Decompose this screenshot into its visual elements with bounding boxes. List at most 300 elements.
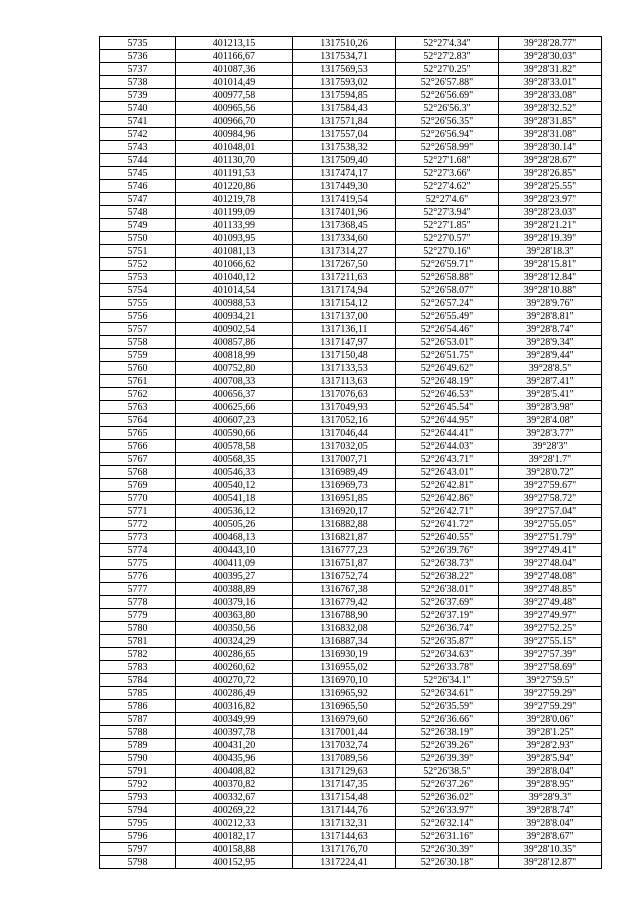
table-row [100,648,602,661]
y-coordinate-cell: 1317049,93 [293,401,396,414]
x-coordinate-cell: 401014,54 [176,284,293,297]
y-coordinate-cell: 1317129,63 [293,765,396,778]
table-row [100,531,602,544]
x-coordinate-cell: 400270,72 [176,674,293,687]
table-row [100,193,602,206]
x-coordinate-cell: 400388,89 [176,583,293,596]
table-row [100,362,602,375]
latitude-cell: 52°26'35.87" [396,635,499,648]
longitude-cell: 39°28'4.08" [499,414,602,427]
point-number-cell: 5764 [100,414,176,427]
latitude-cell: 52°27'4.62" [396,180,499,193]
table-row [100,375,602,388]
y-coordinate-cell: 1317449,30 [293,180,396,193]
y-coordinate-cell: 1317133,53 [293,362,396,375]
longitude-cell: 39°28'7.41" [499,375,602,388]
longitude-cell: 39°27'51.79" [499,531,602,544]
table-row [100,583,602,596]
table-row [100,817,602,830]
point-number-cell: 5766 [100,440,176,453]
x-coordinate-cell: 400902,54 [176,323,293,336]
table-body [100,37,602,869]
y-coordinate-cell: 1317510,26 [293,37,396,50]
x-coordinate-cell: 400934,21 [176,310,293,323]
x-coordinate-cell: 400541,18 [176,492,293,505]
x-coordinate-cell: 400988,53 [176,297,293,310]
latitude-cell: 52°26'30.18" [396,856,499,869]
longitude-cell: 39°27'48.85" [499,583,602,596]
point-number-cell: 5742 [100,128,176,141]
x-coordinate-cell: 400397,78 [176,726,293,739]
table-row [100,492,602,505]
y-coordinate-cell: 1317174,94 [293,284,396,297]
point-number-cell: 5773 [100,531,176,544]
table-row [100,115,602,128]
table-row [100,271,602,284]
x-coordinate-cell: 401014,49 [176,76,293,89]
point-number-cell: 5739 [100,89,176,102]
table-row [100,674,602,687]
x-coordinate-cell: 400411,09 [176,557,293,570]
x-coordinate-cell: 401066,62 [176,258,293,271]
point-number-cell: 5750 [100,232,176,245]
latitude-cell: 52°27'4.6" [396,193,499,206]
point-number-cell: 5787 [100,713,176,726]
latitude-cell: 52°26'37.69" [396,596,499,609]
y-coordinate-cell: 1316965,92 [293,687,396,700]
latitude-cell: 52°26'34.61" [396,687,499,700]
point-number-cell: 5738 [100,76,176,89]
x-coordinate-cell: 400349,99 [176,713,293,726]
point-number-cell: 5745 [100,167,176,180]
x-coordinate-cell: 401048,01 [176,141,293,154]
point-number-cell: 5752 [100,258,176,271]
y-coordinate-cell: 1317593,02 [293,76,396,89]
latitude-cell: 52°26'33.78" [396,661,499,674]
longitude-cell: 39°28'33.01" [499,76,602,89]
table-row [100,167,602,180]
x-coordinate-cell: 400966,70 [176,115,293,128]
x-coordinate-cell: 401087,36 [176,63,293,76]
longitude-cell: 39°28'32.52" [499,102,602,115]
x-coordinate-cell: 400212,33 [176,817,293,830]
longitude-cell: 39°27'57.39" [499,648,602,661]
y-coordinate-cell: 1317334,60 [293,232,396,245]
point-number-cell: 5777 [100,583,176,596]
point-number-cell: 5740 [100,102,176,115]
y-coordinate-cell: 1316989,49 [293,466,396,479]
table-row [100,50,602,63]
point-number-cell: 5768 [100,466,176,479]
longitude-cell: 39°28'0.72" [499,466,602,479]
latitude-cell: 52°26'41.72" [396,518,499,531]
longitude-cell: 39°27'48.04" [499,557,602,570]
point-number-cell: 5753 [100,271,176,284]
table-row [100,791,602,804]
table-row [100,336,602,349]
table-row [100,661,602,674]
longitude-cell: 39°27'49.97" [499,609,602,622]
y-coordinate-cell: 1316832,08 [293,622,396,635]
x-coordinate-cell: 400332,67 [176,791,293,804]
y-coordinate-cell: 1316887,34 [293,635,396,648]
table-row [100,622,602,635]
y-coordinate-cell: 1317032,74 [293,739,396,752]
longitude-cell: 39°28'12.84" [499,271,602,284]
table-row [100,804,602,817]
table-row [100,843,602,856]
latitude-cell: 52°26'46.53" [396,388,499,401]
x-coordinate-cell: 401199,09 [176,206,293,219]
coordinates-table [99,36,602,869]
x-coordinate-cell: 400443,10 [176,544,293,557]
longitude-cell: 39°28'9.3" [499,791,602,804]
longitude-cell: 39°28'31.85" [499,115,602,128]
table-row [100,544,602,557]
latitude-cell: 52°26'33.97" [396,804,499,817]
y-coordinate-cell: 1317032,05 [293,440,396,453]
longitude-cell: 39°28'15.81" [499,258,602,271]
longitude-cell: 39°28'10.88" [499,284,602,297]
table-row [100,427,602,440]
longitude-cell: 39°28'18.3" [499,245,602,258]
point-number-cell: 5781 [100,635,176,648]
longitude-cell: 39°27'58.72" [499,492,602,505]
point-number-cell: 5757 [100,323,176,336]
table-row [100,245,602,258]
x-coordinate-cell: 400505,26 [176,518,293,531]
x-coordinate-cell: 400260,62 [176,661,293,674]
x-coordinate-cell: 400158,88 [176,843,293,856]
latitude-cell: 52°26'57.88" [396,76,499,89]
x-coordinate-cell: 400286,49 [176,687,293,700]
table-row [100,284,602,297]
point-number-cell: 5778 [100,596,176,609]
longitude-cell: 39°28'12.87" [499,856,602,869]
x-coordinate-cell: 400536,12 [176,505,293,518]
x-coordinate-cell: 401040,12 [176,271,293,284]
latitude-cell: 52°26'32.14" [396,817,499,830]
y-coordinate-cell: 1316970,10 [293,674,396,687]
x-coordinate-cell: 400540,12 [176,479,293,492]
y-coordinate-cell: 1316751,87 [293,557,396,570]
longitude-cell: 39°27'49.41" [499,544,602,557]
longitude-cell: 39°28'25.55" [499,180,602,193]
table-row [100,856,602,869]
latitude-cell: 52°26'56.3" [396,102,499,115]
point-number-cell: 5756 [100,310,176,323]
longitude-cell: 39°27'52.25" [499,622,602,635]
x-coordinate-cell: 400625,66 [176,401,293,414]
latitude-cell: 52°26'36.66" [396,713,499,726]
longitude-cell: 39°27'57.04" [499,505,602,518]
table-row [100,63,602,76]
x-coordinate-cell: 400590,66 [176,427,293,440]
x-coordinate-cell: 400379,16 [176,596,293,609]
y-coordinate-cell: 1317136,11 [293,323,396,336]
y-coordinate-cell: 1316788,90 [293,609,396,622]
y-coordinate-cell: 1317401,96 [293,206,396,219]
latitude-cell: 52°26'34.1" [396,674,499,687]
y-coordinate-cell: 1316920,17 [293,505,396,518]
point-number-cell: 5774 [100,544,176,557]
y-coordinate-cell: 1317137,00 [293,310,396,323]
y-coordinate-cell: 1317076,63 [293,388,396,401]
longitude-cell: 39°28'8.74" [499,804,602,817]
latitude-cell: 52°26'54.46" [396,323,499,336]
y-coordinate-cell: 1317144,76 [293,804,396,817]
y-coordinate-cell: 1316779,42 [293,596,396,609]
longitude-cell: 39°28'28.67" [499,154,602,167]
point-number-cell: 5755 [100,297,176,310]
point-number-cell: 5784 [100,674,176,687]
point-number-cell: 5769 [100,479,176,492]
table-row [100,297,602,310]
y-coordinate-cell: 1316979,60 [293,713,396,726]
x-coordinate-cell: 400431,20 [176,739,293,752]
x-coordinate-cell: 400607,23 [176,414,293,427]
latitude-cell: 52°26'37.26" [396,778,499,791]
x-coordinate-cell: 401093,95 [176,232,293,245]
point-number-cell: 5791 [100,765,176,778]
latitude-cell: 52°26'56.69" [396,89,499,102]
table-row [100,401,602,414]
latitude-cell: 52°26'39.39" [396,752,499,765]
y-coordinate-cell: 1317150,48 [293,349,396,362]
point-number-cell: 5792 [100,778,176,791]
point-number-cell: 5770 [100,492,176,505]
x-coordinate-cell: 401219,78 [176,193,293,206]
point-number-cell: 5786 [100,700,176,713]
x-coordinate-cell: 400965,56 [176,102,293,115]
y-coordinate-cell: 1317147,97 [293,336,396,349]
table-row [100,609,602,622]
latitude-cell: 52°26'49.62" [396,362,499,375]
x-coordinate-cell: 400350,56 [176,622,293,635]
point-number-cell: 5758 [100,336,176,349]
point-number-cell: 5779 [100,609,176,622]
y-coordinate-cell: 1317584,43 [293,102,396,115]
point-number-cell: 5741 [100,115,176,128]
table-row [100,726,602,739]
latitude-cell: 52°26'57.24" [396,297,499,310]
longitude-cell: 39°27'59.67" [499,479,602,492]
y-coordinate-cell: 1317154,12 [293,297,396,310]
point-number-cell: 5760 [100,362,176,375]
point-number-cell: 5783 [100,661,176,674]
latitude-cell: 52°26'39.26" [396,739,499,752]
latitude-cell: 52°26'35.59" [396,700,499,713]
longitude-cell: 39°28'21.21" [499,219,602,232]
latitude-cell: 52°26'42.71" [396,505,499,518]
table-row [100,232,602,245]
latitude-cell: 52°26'42.86" [396,492,499,505]
longitude-cell: 39°28'19.39" [499,232,602,245]
latitude-cell: 52°26'39.76" [396,544,499,557]
y-coordinate-cell: 1316955,02 [293,661,396,674]
y-coordinate-cell: 1317154,48 [293,791,396,804]
longitude-cell: 39°27'55.15" [499,635,602,648]
table-row [100,479,602,492]
point-number-cell: 5762 [100,388,176,401]
longitude-cell: 39°28'8.81" [499,310,602,323]
latitude-cell: 52°26'34.63" [396,648,499,661]
longitude-cell: 39°28'8.04" [499,817,602,830]
x-coordinate-cell: 400363,80 [176,609,293,622]
point-number-cell: 5737 [100,63,176,76]
point-number-cell: 5797 [100,843,176,856]
y-coordinate-cell: 1317211,63 [293,271,396,284]
table-row [100,596,602,609]
x-coordinate-cell: 400152,95 [176,856,293,869]
longitude-cell: 39°27'55.05" [499,518,602,531]
latitude-cell: 52°26'48.19" [396,375,499,388]
point-number-cell: 5744 [100,154,176,167]
longitude-cell: 39°28'9.76" [499,297,602,310]
longitude-cell: 39°27'59.29" [499,700,602,713]
table-row [100,128,602,141]
table-row [100,141,602,154]
point-number-cell: 5785 [100,687,176,700]
longitude-cell: 39°28'3" [499,440,602,453]
y-coordinate-cell: 1317144,63 [293,830,396,843]
x-coordinate-cell: 400269,22 [176,804,293,817]
longitude-cell: 39°28'8.95" [499,778,602,791]
x-coordinate-cell: 400818,99 [176,349,293,362]
longitude-cell: 39°28'2.93" [499,739,602,752]
longitude-cell: 39°28'23.03" [499,206,602,219]
x-coordinate-cell: 400546,33 [176,466,293,479]
table-row [100,635,602,648]
latitude-cell: 52°26'43.71" [396,453,499,466]
longitude-cell: 39°28'0.06" [499,713,602,726]
longitude-cell: 39°28'23.97" [499,193,602,206]
table-row [100,505,602,518]
latitude-cell: 52°26'37.19" [396,609,499,622]
y-coordinate-cell: 1316951,85 [293,492,396,505]
x-coordinate-cell: 400182,17 [176,830,293,843]
point-number-cell: 5743 [100,141,176,154]
latitude-cell: 52°26'45.54" [396,401,499,414]
x-coordinate-cell: 400286,65 [176,648,293,661]
point-number-cell: 5759 [100,349,176,362]
y-coordinate-cell: 1317267,50 [293,258,396,271]
point-number-cell: 5767 [100,453,176,466]
x-coordinate-cell: 401166,67 [176,50,293,63]
table-row [100,830,602,843]
table-row [100,765,602,778]
table-row [100,557,602,570]
table-row [100,570,602,583]
table-row [100,37,602,50]
point-number-cell: 5748 [100,206,176,219]
y-coordinate-cell: 1316930,19 [293,648,396,661]
y-coordinate-cell: 1316821,87 [293,531,396,544]
latitude-cell: 52°26'36.74" [396,622,499,635]
longitude-cell: 39°28'8.04" [499,765,602,778]
latitude-cell: 52°26'59.71" [396,258,499,271]
y-coordinate-cell: 1316882,88 [293,518,396,531]
table-row [100,687,602,700]
x-coordinate-cell: 400395,27 [176,570,293,583]
latitude-cell: 52°26'40.55" [396,531,499,544]
longitude-cell: 39°28'28.77" [499,37,602,50]
table-row [100,518,602,531]
y-coordinate-cell: 1317509,40 [293,154,396,167]
y-coordinate-cell: 1316965,50 [293,700,396,713]
y-coordinate-cell: 1317089,56 [293,752,396,765]
x-coordinate-cell: 400370,82 [176,778,293,791]
y-coordinate-cell: 1316767,38 [293,583,396,596]
point-number-cell: 5735 [100,37,176,50]
x-coordinate-cell: 401133,99 [176,219,293,232]
latitude-cell: 52°27'1.85" [396,219,499,232]
longitude-cell: 39°28'8.74" [499,323,602,336]
y-coordinate-cell: 1317001,44 [293,726,396,739]
latitude-cell: 52°26'30.39" [396,843,499,856]
latitude-cell: 52°26'36.02" [396,791,499,804]
y-coordinate-cell: 1317368,45 [293,219,396,232]
point-number-cell: 5763 [100,401,176,414]
point-number-cell: 5775 [100,557,176,570]
y-coordinate-cell: 1317224,41 [293,856,396,869]
x-coordinate-cell: 401220,86 [176,180,293,193]
longitude-cell: 39°28'1.7" [499,453,602,466]
table-row [100,453,602,466]
longitude-cell: 39°28'26.85" [499,167,602,180]
point-number-cell: 5782 [100,648,176,661]
longitude-cell: 39°28'3.77" [499,427,602,440]
point-number-cell: 5780 [100,622,176,635]
point-number-cell: 5796 [100,830,176,843]
latitude-cell: 52°26'58.07" [396,284,499,297]
longitude-cell: 39°28'9.44" [499,349,602,362]
x-coordinate-cell: 400468,13 [176,531,293,544]
latitude-cell: 52°27'0.16" [396,245,499,258]
longitude-cell: 39°28'10.35" [499,843,602,856]
latitude-cell: 52°26'38.5" [396,765,499,778]
x-coordinate-cell: 401213,15 [176,37,293,50]
x-coordinate-cell: 400857,86 [176,336,293,349]
longitude-cell: 39°28'30.03" [499,50,602,63]
longitude-cell: 39°28'31.82" [499,63,602,76]
y-coordinate-cell: 1317052,16 [293,414,396,427]
longitude-cell: 39°27'59.5" [499,674,602,687]
table-row [100,739,602,752]
point-number-cell: 5790 [100,752,176,765]
latitude-cell: 52°26'44.95" [396,414,499,427]
x-coordinate-cell: 400408,82 [176,765,293,778]
point-number-cell: 5795 [100,817,176,830]
table-row [100,700,602,713]
table-row [100,466,602,479]
point-number-cell: 5736 [100,50,176,63]
y-coordinate-cell: 1317113,63 [293,375,396,388]
table-row [100,349,602,362]
table-row [100,310,602,323]
longitude-cell: 39°28'5.94" [499,752,602,765]
x-coordinate-cell: 401191,53 [176,167,293,180]
point-number-cell: 5754 [100,284,176,297]
y-coordinate-cell: 1317132,31 [293,817,396,830]
latitude-cell: 52°27'4.34" [396,37,499,50]
table-row [100,219,602,232]
longitude-cell: 39°27'59.29" [499,687,602,700]
point-number-cell: 5776 [100,570,176,583]
table-row [100,414,602,427]
longitude-cell: 39°28'9.34" [499,336,602,349]
table-row [100,102,602,115]
